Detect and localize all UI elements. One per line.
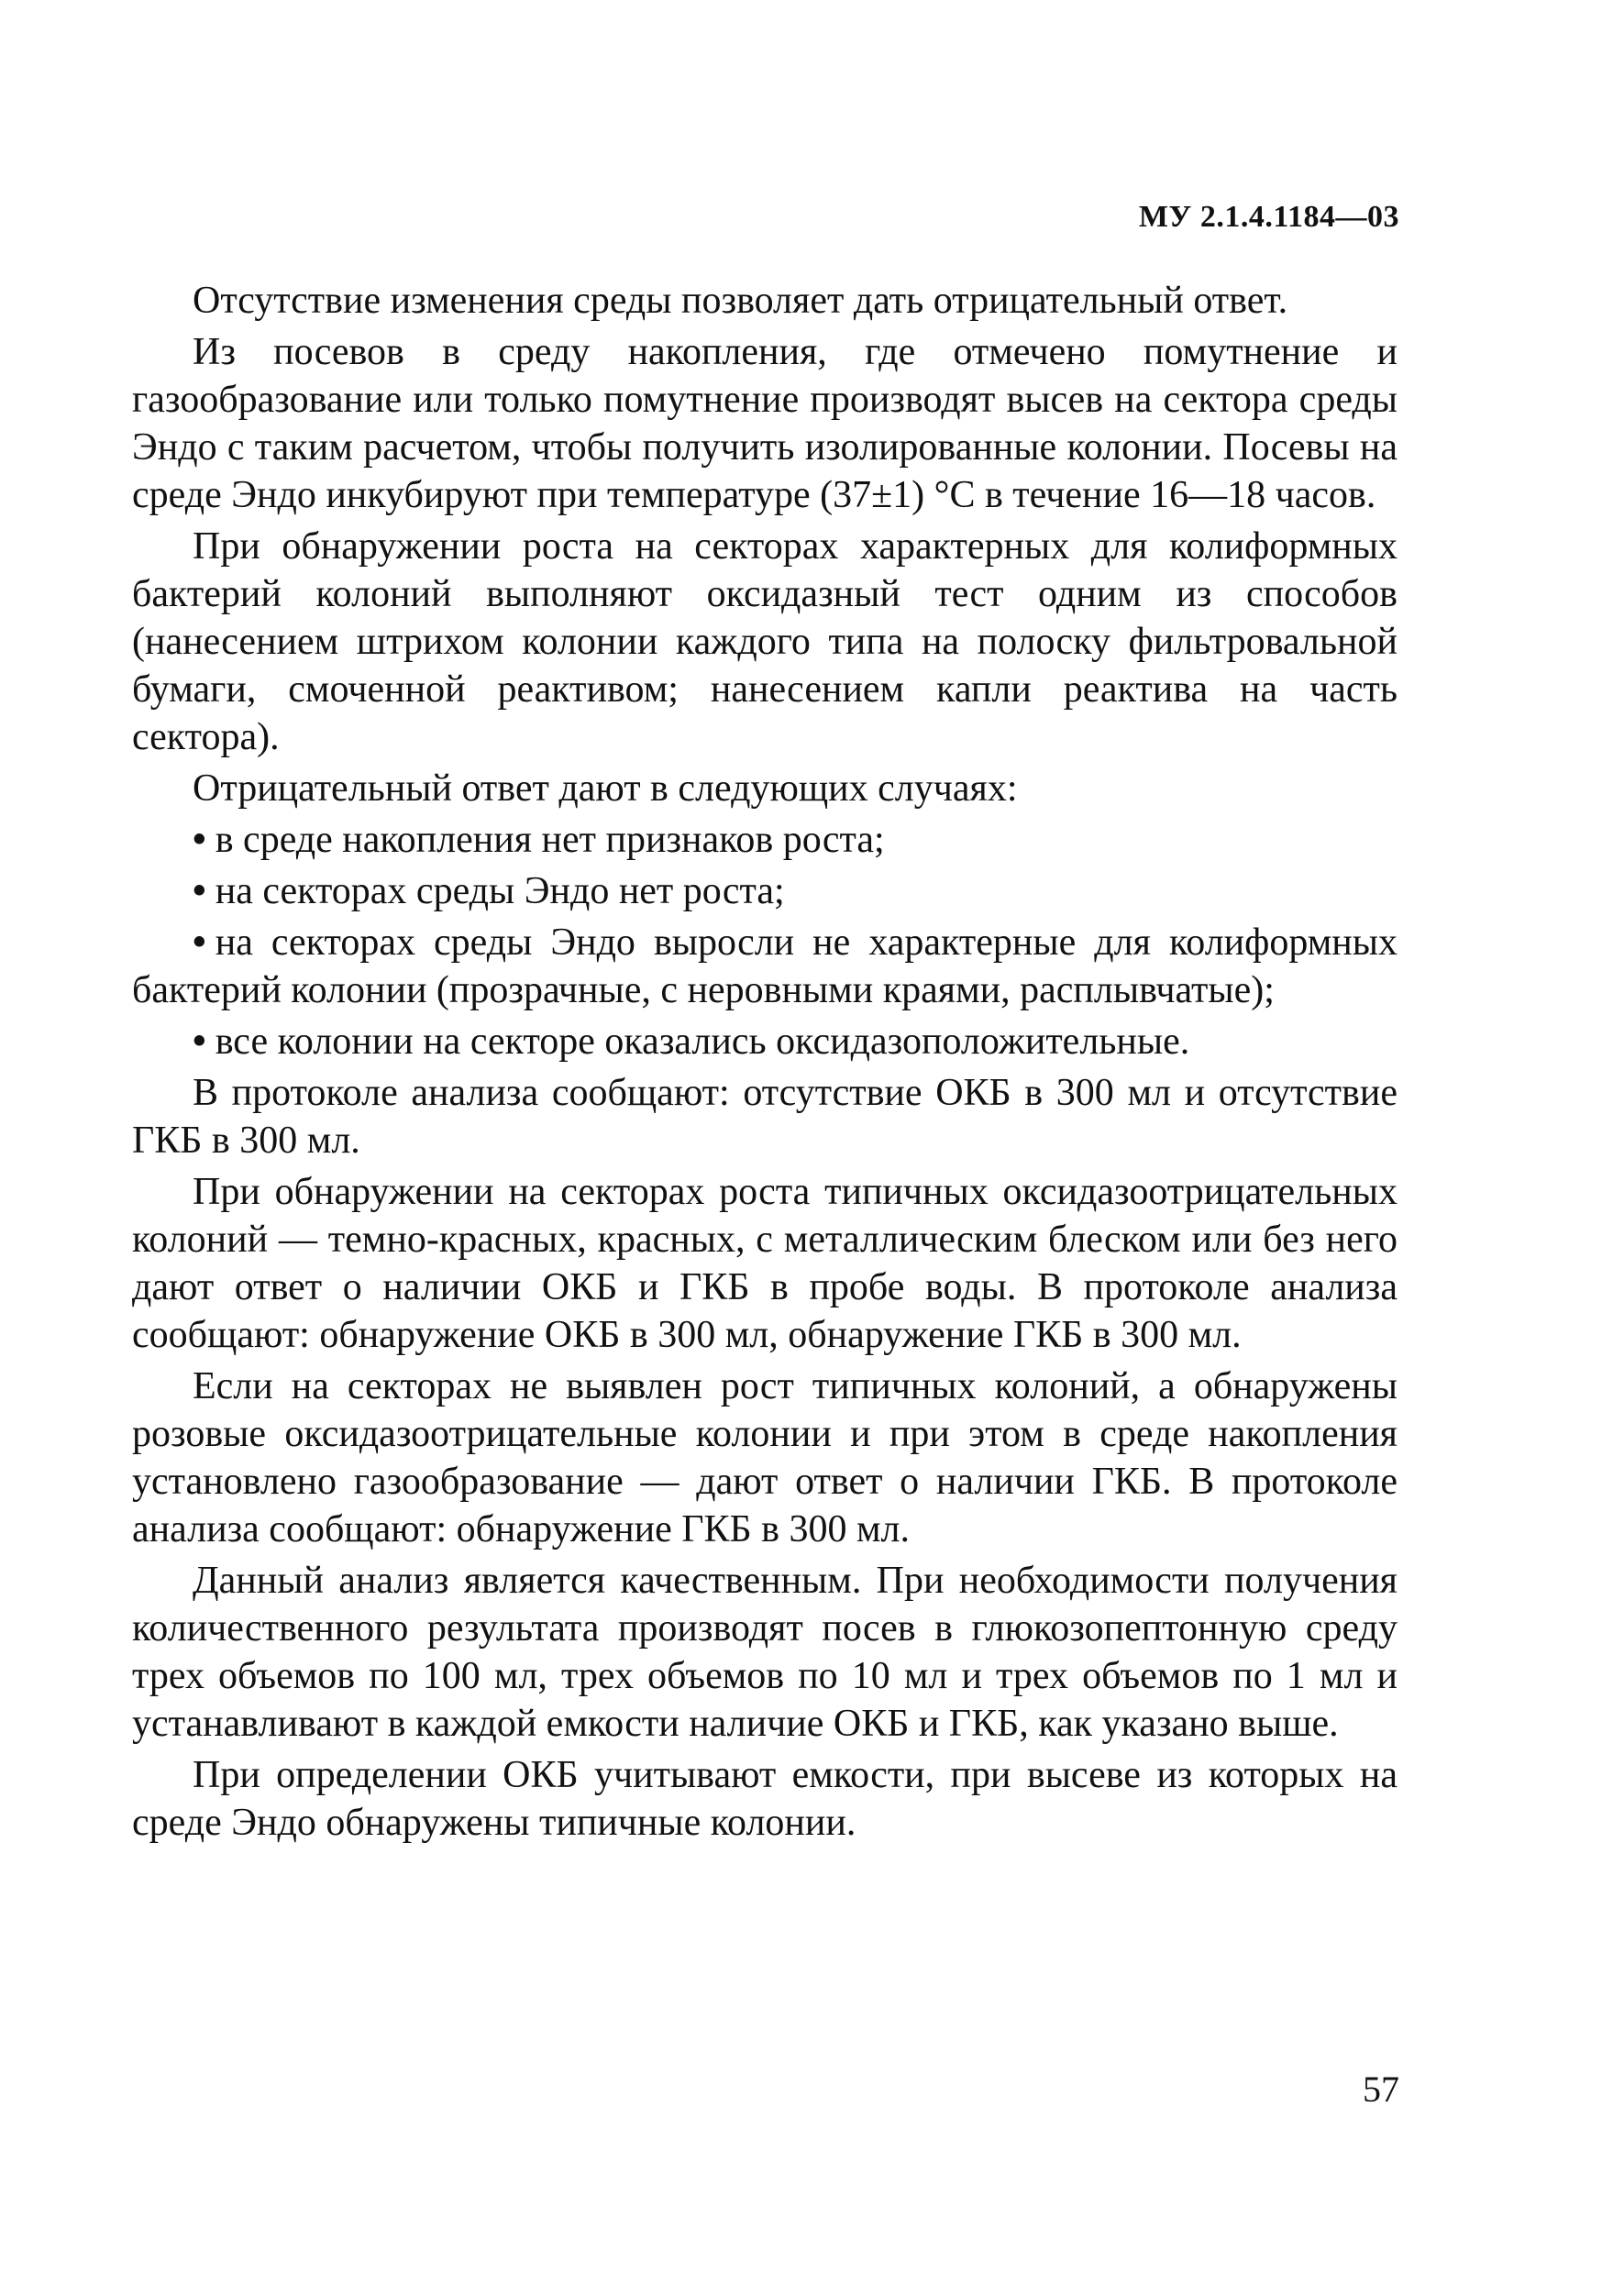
paragraph-pink-colonies: Если на секторах не выявлен рост типичных колоний, а обнаружены розовые оксидазоотрицательные колонии и при этом в среде накопления установлено газообразование — дают ответ о наличии ГКБ. В протоколе анализа сообщают: обнаружение ГКБ в 300 мл. — [132, 1365, 1398, 1550]
paragraph-negative-answer: Отсутствие изменения среды позволяет дать отрицательный ответ. — [193, 280, 1288, 322]
paragraph-okb-determination: При определении ОКБ учитывают емкости, при высеве из которых на среде Эндо обнаружены типичные колонии. — [132, 1754, 1398, 1844]
list-item-text: на секторах среды Эндо нет роста; — [215, 870, 785, 912]
document-code-header: МУ 2.1.4.1184—03 — [1138, 200, 1399, 234]
list-item-text: все колонии на секторе оказались оксидазоположительные. — [215, 1021, 1190, 1063]
paragraph-protocol-negative: В протоколе анализа сообщают: отсутствие ОКБ в 300 мл и отсутствие ГКБ в 300 мл. — [132, 1072, 1398, 1162]
list-item — [132, 1018, 1398, 1065]
list-item — [132, 867, 1398, 915]
bullet-icon: • — [193, 819, 206, 861]
paragraph-typical-colonies: При обнаружении на секторах роста типичных оксидазоотрицательных колоний — темно-красных, красных, с металлическим блеском или без него дают ответ о наличии ОКБ и ГКБ в пробе воды. В протоколе анализа сообщают: обнаружение ОКБ в 300 мл, обнаружение ГКБ в 300 мл. — [132, 1171, 1398, 1356]
bullet-icon: • — [193, 921, 206, 964]
body-text — [132, 277, 1398, 1850]
paragraph-quantitative: Данный анализ является качественным. При необходимости получения количественного результата производят посев в глюкозопептонную среду трех объемов по 100 мл, трех объемов по 10 мл и трех объемов по 1 мл и устанавливают в каждой емкости наличие ОКБ и ГКБ, как указано выше. — [132, 1560, 1398, 1745]
paragraph-subculture: Из посевов в среду накопления, где отмечено помутнение и газообразование или только помутнение производят высев на сектора среды Эндо с таким расчетом, чтобы получить изолированные колонии. Посевы на среде Эндо инкубируют при температуре (37±1) °С в течение 16—18 часов. — [132, 331, 1398, 516]
bullet-icon: • — [193, 1021, 206, 1063]
list-item — [132, 816, 1398, 864]
list-item — [132, 919, 1398, 1014]
bullet-icon: • — [193, 870, 206, 912]
page-number: 57 — [1363, 2069, 1399, 2110]
list-item-text: на секторах среды Эндо выросли не характерные для колиформных бактерий колонии (прозрачные, с неровными краями, расплывчатые); — [132, 921, 1398, 1011]
paragraph-oxidase-test: При обнаружении роста на секторах характерных для колиформных бактерий колоний выполняют оксидазный тест одним из способов (нанесением штрихом колонии каждого типа на полоску фильтровальной бумаги, смоченной реактивом; нанесением капли реактива на часть сектора). — [132, 525, 1398, 758]
list-item-text: в среде накопления нет признаков роста; — [215, 819, 885, 861]
paragraph-negative-cases-intro: Отрицательный ответ дают в следующих случаях: — [193, 767, 1018, 810]
